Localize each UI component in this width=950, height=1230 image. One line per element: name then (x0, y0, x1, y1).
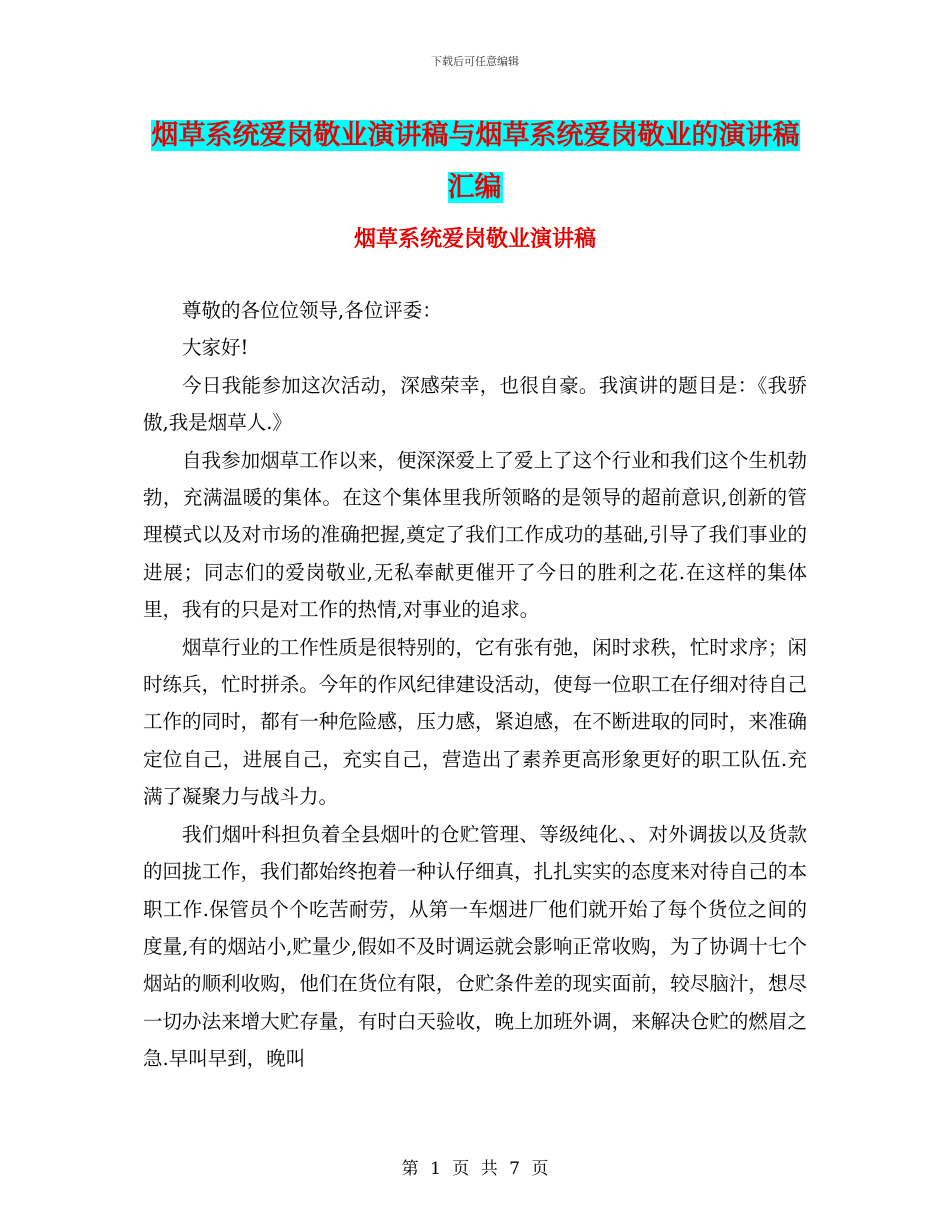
paragraph-greeting: 大家好! (182, 336, 249, 360)
section-title: 烟草系统爱岗敬业演讲稿 (353, 227, 596, 252)
paragraph-body-2: 烟草行业的工作性质是很特别的，它有张有弛，闲时求秩，忙时求序；闲时练兵，忙时拼杀。今年的作风纪律建设活动，使每一位职工在仔细对待自己工作的同时，都有一种危险感，压力感，紧迫感，在不断进取的同时，来准确定位自己，进展自己，充实自己，营造出了素养更高形象更好的职工队伍.充满了凝聚力与战斗力。 (143, 635, 807, 809)
document-title (140, 110, 810, 214)
document-title-text: 烟草系统爱岗敬业演讲稿与烟草系统爱岗敬业的演讲稿汇编 (151, 120, 800, 203)
document-body (143, 292, 807, 1078)
paragraph-body-1: 自我参加烟草工作以来，便深深爱上了爱上了这个行业和我们这个生机勃勃，充满温暖的集体。在这个集体里我所领略的是领导的超前意识,创新的管理模式以及对市场的准确把握,奠定了我们工作成功的基础,引导了我们事业的进展；同志们的爱岗敬业,无私奉献更催开了今日的胜利之花.在这样的集体里，我有的只是对工作的热情,对事业的追求。 (143, 448, 807, 622)
page-footer: 第 1 页 共 7 页 (401, 1159, 549, 1179)
paragraph-salutation: 尊敬的各位位领导,各位评委： (182, 299, 442, 322)
header-note: 下载后可任意编辑 (431, 55, 519, 68)
paragraph-intro: 今日我能参加这次活动，深感荣幸，也很自豪。我演讲的题目是：《我骄傲,我是烟草人.》 (143, 373, 807, 435)
paragraph-body-3: 我们烟叶科担负着全县烟叶的仓贮管理、等级纯化、、对外调拔以及货款的回拢工作，我们都始终抱着一种认仔细真，扎扎实实的态度来对待自己的本职工作.保管员个个吃苦耐劳，从第一车烟进厂他们就开始了每个货位之间的度量,有的烟站小,贮量少,假如不及时调运就会影响正常收购，为了协调十七个烟站的顺利收购，他们在货位有限，仓贮条件差的现实面前，较尽脑汁，想尽一切办法来增大贮存量，有时白天验收，晚上加班外调，来解决仓贮的燃眉之急.早叫早到，晚叫 (143, 822, 807, 1071)
